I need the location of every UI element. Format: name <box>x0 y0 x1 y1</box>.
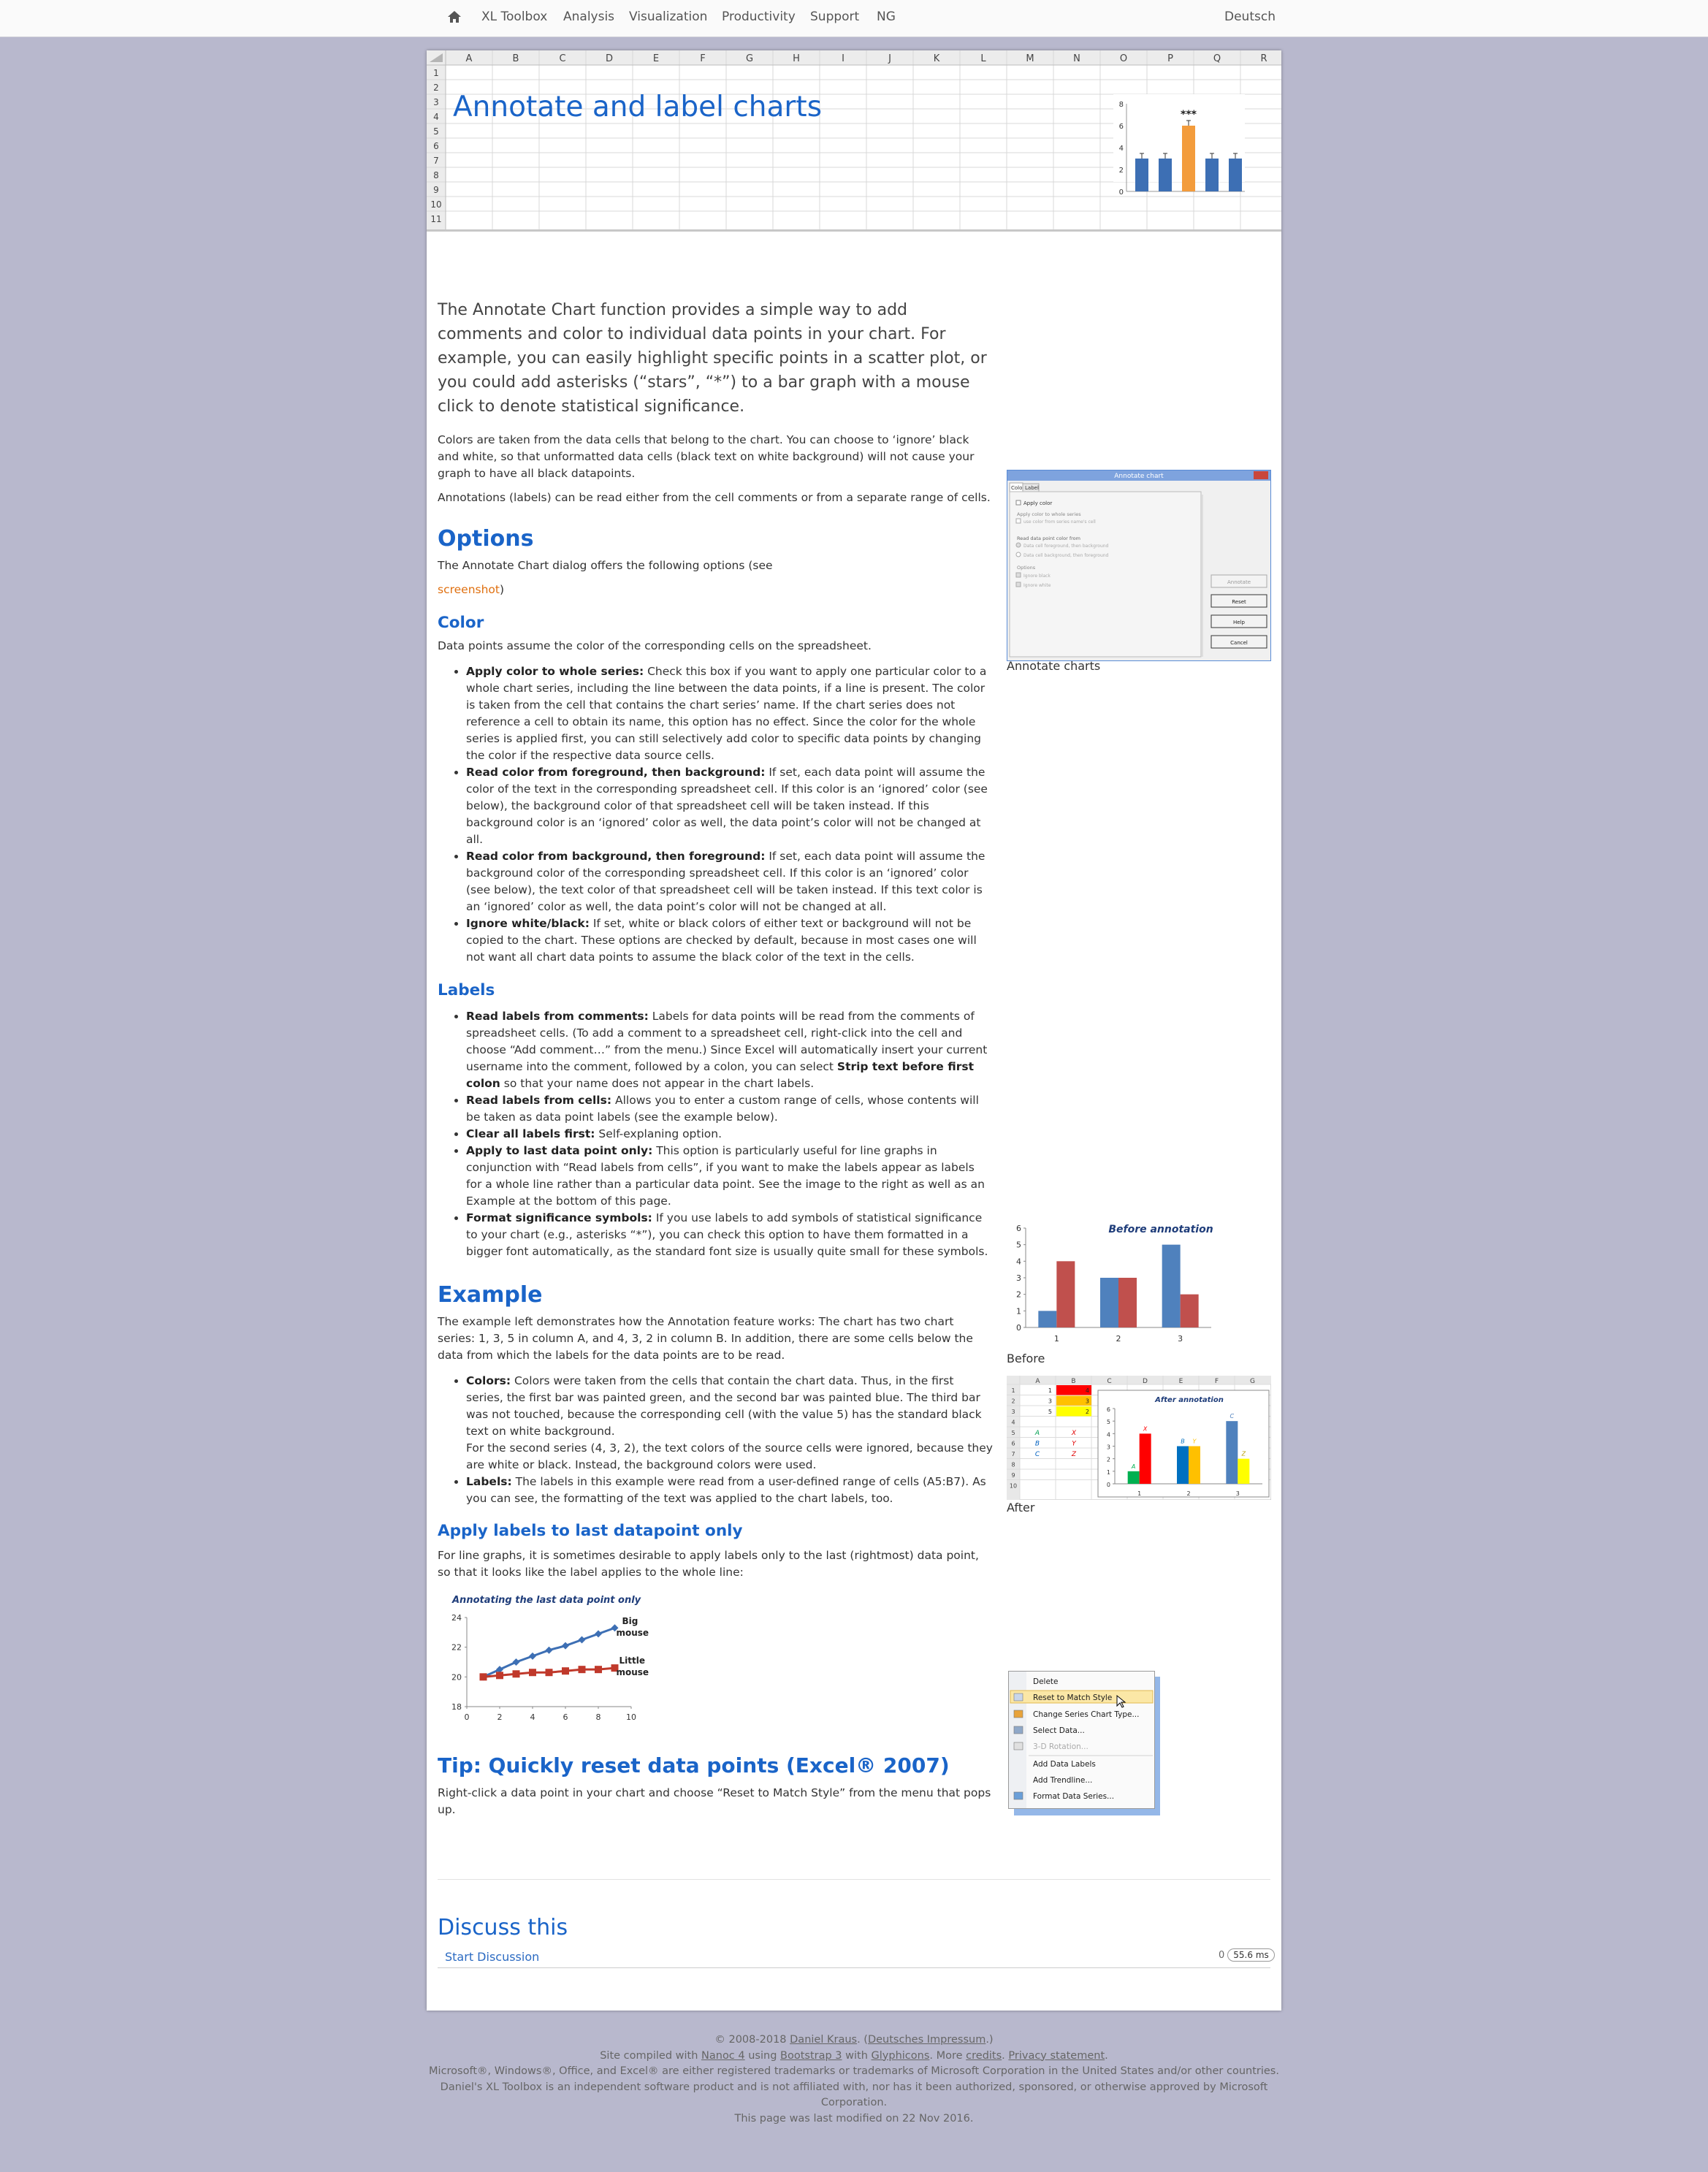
row-label: 2 <box>433 83 439 93</box>
data-label: B <box>1181 1438 1185 1445</box>
annotations-paragraph: Annotations (labels) can be read either from the cell comments or from a separate range of cells. <box>438 491 991 504</box>
before-chart-title: Before annotation <box>1108 1224 1213 1235</box>
lastpoint-heading: Apply labels to last datapoint only <box>438 1522 743 1540</box>
data-label: C <box>1229 1413 1235 1420</box>
y-tick-label: 5 <box>1016 1240 1021 1250</box>
row-label: 9 <box>433 185 439 195</box>
x-tick-label: 8 <box>595 1712 601 1721</box>
row-label: 8 <box>433 170 439 180</box>
bootstrap-link[interactable]: Bootstrap 3 <box>780 2049 842 2062</box>
nav-productivity[interactable]: Productivity <box>722 9 796 24</box>
menu-item: Add Data Labels <box>1033 1760 1096 1769</box>
label-cell: X <box>1071 1430 1077 1437</box>
mini-chart-area <box>1113 94 1245 182</box>
tip-heading: Tip: Quickly reset data points (Excel® 2007) <box>438 1753 950 1777</box>
menu-item: Add Trendline... <box>1033 1776 1093 1785</box>
row-label: 1 <box>433 68 439 78</box>
reset-style-icon <box>1014 1693 1023 1701</box>
series-label-big: mouse <box>616 1628 649 1639</box>
x-tick-label: 3 <box>1178 1334 1183 1344</box>
option-term: Ignore white/black: <box>466 917 590 930</box>
column-header-bar <box>427 50 1281 65</box>
series-point <box>513 1658 520 1666</box>
option-term: Format significance symbols: <box>466 1211 652 1224</box>
checkbox <box>1016 519 1021 523</box>
list-item <box>466 764 993 848</box>
x-tick-label: 3 <box>1235 1490 1240 1497</box>
bar <box>1100 1278 1118 1327</box>
row-label: 2 <box>1011 1398 1015 1405</box>
comment-counter <box>1219 1948 1275 1962</box>
x-tick-label: 0 <box>464 1712 470 1721</box>
options-link-line <box>438 582 993 598</box>
footer-disclaimer: Daniel's XL Toolbox is an independent software product and is not affiliated with, nor has it been authorized, sponsored, or otherwise approved by Microsoft Corporation. <box>440 2081 1268 2108</box>
series-point <box>529 1669 536 1676</box>
privacy-link[interactable]: Privacy statement <box>1008 2049 1105 2062</box>
option-term: Labels: <box>466 1475 512 1488</box>
series-point <box>496 1672 503 1679</box>
series-point <box>562 1667 569 1674</box>
radio-label: Data cell background, then foreground <box>1023 553 1109 558</box>
column-label: R <box>1260 53 1267 64</box>
series-point <box>595 1666 602 1673</box>
footer-text: . <box>1105 2049 1108 2062</box>
y-tick-label: 0 <box>1106 1482 1110 1488</box>
option-text: Self-explaning option. <box>595 1127 723 1140</box>
annotate-dialog-screenshot <box>1007 470 1271 661</box>
column-label: D <box>1143 1378 1148 1385</box>
after-chart-title: After annotation <box>1155 1396 1224 1404</box>
group-label: Apply color to whole series <box>1017 511 1081 517</box>
intro-lead: The Annotate Chart function provides a simple way to add comments and color to individual data points in your chart. For example, you can easily highlight specific points in a scatter plot, or you could add asterisks (“stars”, “*”) to a bar graph with a mouse click to denote statistical significance. <box>438 301 987 416</box>
footer-text: using <box>744 2049 781 2062</box>
before-chart <box>1004 1213 1252 1345</box>
y-tick-label: 4 <box>1016 1257 1021 1267</box>
top-navbar <box>0 0 1708 37</box>
row-label: 3 <box>1011 1409 1015 1415</box>
example-heading: Example <box>438 1282 543 1308</box>
mini-chart-bar <box>1182 126 1195 191</box>
footer-trademark: Microsoft®, Windows®, Office, and Excel® are either registered trademarks or trademarks of Microsoft Corporation in the United States and/or other countries. <box>429 2065 1279 2077</box>
x-tick-label: 1 <box>1137 1490 1142 1497</box>
author-link[interactable]: Daniel Kraus <box>790 2034 858 2046</box>
checkbox <box>1016 582 1021 587</box>
bar <box>1189 1447 1200 1485</box>
reset-button-label: Reset <box>1232 599 1246 605</box>
example-intro: The example left demonstrates how the Annotation feature works: The chart has two chart series: 1, 3, 5 in column A, and 4, 3, 2 in column B. In addition, there are some cells below the data from which the labels for the data points are to be read. <box>438 1315 973 1362</box>
y-tick-label: 1 <box>1016 1306 1021 1316</box>
bar <box>1038 1311 1056 1327</box>
option-text: If set, each data point will assume the color of the text in the corresponding spreadsheet cell. If this color is an ‘ignored’ color (see below), the background color of that spreadsheet cell will be taken instead. If this background color is an ‘ignored’ color as well, the data point’s color will not be changed at all. <box>466 766 988 846</box>
bar <box>1056 1261 1075 1327</box>
row-label: 10 <box>1009 1482 1018 1490</box>
option-text: Colors were taken from the cells that contain the chart data. Thus, in the first series, the first bar was painted green, and the second bar was painted blue. The third bar was not touched, because the corresponding cell (with the value 5) has the standard black text on white background. <box>466 1374 982 1438</box>
option-text: Labels for data points will be read from the comments of spreadsheet cells. (To add a comment to a spreadsheet cell, right-click into the cell and choose “Add comment…” from the menu.) Since Excel will automatically insert your current username into the comment, followed by a colon, you can select <box>466 1010 988 1073</box>
column-header-bar <box>1007 1376 1271 1384</box>
option-term: Apply to last data point only: <box>466 1144 653 1157</box>
column-label: G <box>745 53 754 64</box>
option-term: Strip text before first colon <box>466 1060 974 1090</box>
cell-value: 3 <box>1085 1398 1089 1405</box>
option-term: Clear all labels first: <box>466 1127 595 1140</box>
nanoc-link[interactable]: Nanoc 4 <box>701 2049 745 2062</box>
spreadsheet-header <box>427 50 1281 232</box>
bar <box>1162 1245 1181 1327</box>
row-label: 3 <box>433 97 439 107</box>
footer-text: .) <box>985 2034 994 2046</box>
mini-chart-tick: 8 <box>1118 101 1124 109</box>
label-cell: Z <box>1071 1451 1077 1458</box>
option-text: This option is particularly useful for line graphs in conjunction with “Read labels from cells”, if you want to make the labels appear as labels for a whole line rather than a particular data point. See the image to the right as well as an Example at the bottom of this page. <box>466 1144 985 1208</box>
data-label: Y <box>1192 1438 1197 1445</box>
list-item <box>466 663 993 764</box>
footer <box>427 2032 1281 2127</box>
series-point <box>546 1669 553 1676</box>
series-point <box>595 1630 602 1637</box>
data-label: Z <box>1241 1450 1246 1457</box>
row-label: 9 <box>1011 1472 1015 1479</box>
impressum-link[interactable]: Deutsches Impressum <box>867 2034 986 2046</box>
footer-text: Site compiled with <box>600 2049 702 2062</box>
close-icon <box>1254 471 1268 479</box>
column-label: A <box>1035 1378 1040 1385</box>
radio <box>1016 543 1021 547</box>
row-label: 7 <box>1011 1451 1015 1457</box>
context-menu-screenshot <box>1008 1671 1165 1817</box>
checkbox-label: Ignore black <box>1023 574 1051 579</box>
radio <box>1016 552 1021 557</box>
option-text: If set, each data point will assume the background color of the corresponding spreadsheet cell. If this color is an ‘ignored’ color (see below), the text color of that spreadsheet cell will be taken instead. If this text color is an ‘ignored’ color as well, the data point’s color will not be changed at all. <box>466 850 985 913</box>
list-item <box>466 1092 993 1126</box>
cell-value: 5 <box>1048 1409 1052 1415</box>
y-tick-label: 24 <box>451 1613 462 1623</box>
y-tick-label: 22 <box>451 1642 462 1653</box>
menu-item: Select Data... <box>1033 1726 1085 1735</box>
label-cell: A <box>1034 1430 1040 1437</box>
dialog-caption: Annotate charts <box>1007 659 1101 673</box>
option-text: The labels in this example were read from a user-defined range of cells (A5:B7). As you can see, the formatting of the text was applied to the chart labels, too. <box>466 1475 986 1505</box>
column-label: L <box>980 53 986 64</box>
main-content <box>438 242 993 1818</box>
series-point <box>579 1636 586 1644</box>
y-tick-label: 18 <box>451 1702 462 1712</box>
column-label: A <box>465 53 473 64</box>
list-item <box>466 1373 993 1474</box>
after-screenshot <box>1007 1376 1271 1500</box>
y-tick-label: 6 <box>1106 1406 1110 1413</box>
list-item <box>466 1126 993 1143</box>
row-label: 8 <box>1011 1461 1015 1468</box>
x-tick-label: 6 <box>563 1712 568 1721</box>
bar <box>1128 1471 1140 1484</box>
option-text: Allows you to enter a custom range of cells, whose contents will be taken as data point labels (see the example below). <box>466 1094 979 1124</box>
chart-type-icon <box>1014 1710 1023 1718</box>
series-label-little: mouse <box>616 1667 649 1678</box>
glyphicons-link[interactable]: Glyphicons <box>871 2049 930 2062</box>
mini-chart-bar <box>1229 159 1242 191</box>
column-label: M <box>1026 53 1034 64</box>
options-heading: Options <box>438 526 534 552</box>
list-item <box>466 1210 993 1260</box>
row-label: 4 <box>1011 1419 1015 1426</box>
line-chart <box>438 1590 671 1721</box>
column-label: K <box>933 53 940 64</box>
series-point <box>480 1673 487 1680</box>
list-item <box>466 848 993 915</box>
option-text: If set, white or black colors of either text or background will not be copied to the chart. These options are checked by default, because in most cases one will not want all chart data points to assume the black color of the text in the cells. <box>466 917 977 964</box>
before-caption: Before <box>1007 1352 1045 1365</box>
bar <box>1140 1433 1151 1484</box>
mini-chart-tick: 0 <box>1118 188 1124 197</box>
list-item <box>466 1143 993 1210</box>
footer-text: . ( <box>857 2034 868 2046</box>
column-label: O <box>1119 53 1128 64</box>
row-label: 4 <box>433 112 439 122</box>
series-label-big: Big <box>622 1616 638 1627</box>
series-point <box>579 1666 586 1673</box>
mini-chart-tick: 6 <box>1118 123 1124 131</box>
labels-heading: Labels <box>438 981 495 999</box>
group-label: Options <box>1017 565 1036 571</box>
option-term: Apply color to whole series: <box>466 665 644 678</box>
series-point <box>513 1670 520 1677</box>
divider <box>438 1967 1270 1968</box>
y-tick-label: 4 <box>1106 1431 1110 1439</box>
spreadsheet-grid <box>427 50 1281 232</box>
mini-chart-bar <box>1205 159 1219 191</box>
comment-count: 0 <box>1219 1950 1225 1961</box>
row-label: 5 <box>1011 1430 1015 1436</box>
footer-text: © 2008-2018 <box>714 2034 790 2046</box>
column-label: E <box>652 53 660 64</box>
y-tick-label: 2 <box>1106 1456 1110 1463</box>
footer-line-credits <box>427 2049 1281 2065</box>
data-label: A <box>1131 1463 1136 1470</box>
menu-item: Delete <box>1033 1677 1059 1686</box>
footer-line-copyright <box>427 2032 1281 2049</box>
cell-value: 3 <box>1048 1398 1052 1405</box>
cancel-button-label: Cancel <box>1230 640 1248 646</box>
footer-text: . More <box>929 2049 967 2062</box>
bar <box>1226 1421 1238 1484</box>
column-label: B <box>1071 1378 1076 1385</box>
format-series-icon <box>1014 1792 1023 1799</box>
bar <box>1238 1459 1249 1484</box>
label-cell: C <box>1034 1451 1040 1458</box>
checkbox-label: Ignore white <box>1023 583 1051 588</box>
divider <box>438 1879 1270 1880</box>
color-heading: Color <box>438 614 484 632</box>
row-label: 5 <box>433 126 439 137</box>
checkbox-label: Apply color <box>1023 500 1053 506</box>
option-term: Read color from foreground, then background: <box>466 766 766 779</box>
option-term: Colors: <box>466 1374 511 1387</box>
column-label: F <box>1214 1378 1219 1385</box>
bar <box>1118 1278 1137 1327</box>
options-intro: The Annotate Chart dialog offers the following options (see <box>438 559 773 572</box>
checkbox <box>1016 500 1021 505</box>
start-discussion-link[interactable]: Start Discussion <box>445 1950 540 1964</box>
dialog-tab-label: Colo <box>1011 485 1023 491</box>
example-list <box>438 1373 993 1507</box>
row-label: 7 <box>433 156 439 166</box>
checkbox-label: use color from series name's cell <box>1023 519 1096 525</box>
footer-text: with <box>842 2049 872 2062</box>
series-point <box>562 1642 569 1650</box>
mini-chart-bar <box>1135 159 1148 191</box>
option-term: Read color from background, then foreground: <box>466 850 766 863</box>
dialog-tab-label: Label <box>1025 485 1039 491</box>
rotation-icon <box>1014 1742 1023 1750</box>
bar <box>1177 1447 1189 1485</box>
nav-ng[interactable]: NG <box>877 9 896 24</box>
row-label: 10 <box>430 199 442 210</box>
y-tick-label: 3 <box>1106 1444 1110 1451</box>
mini-chart-tick: 4 <box>1118 145 1124 153</box>
option-text: If you use labels to add symbols of statistical significance to your chart (e.g., asterisks “*”), you can check this option to have them formatted in a bigger font automatically, as the standard font size is usually quite small for these symbols. <box>466 1211 988 1258</box>
labels-options-list <box>438 1008 993 1260</box>
column-label: G <box>1250 1378 1255 1385</box>
column-label: P <box>1167 53 1173 64</box>
column-label: F <box>700 53 706 64</box>
column-label: H <box>793 53 800 64</box>
nav-visualization[interactable]: Visualization <box>629 9 708 24</box>
series-point <box>529 1653 536 1660</box>
colors-paragraph: Colors are taken from the data cells that belong to the chart. You can choose to ‘ignore’ black and white, so that unformatted data cells (black text on white background) will not cause your graph to have all black datapoints. <box>438 433 975 480</box>
option-text: Check this box if you want to apply one particular color to a whole chart series, including the line between the data points, if a line is present. The color is taken from the cell that contains the chart series’ name. If the chart series does not reference a cell to obtain its name, this option has no effect. Since the color for the whole series is applied first, you can still selectively add color to specific data points by changing the color if the respective data source cells. <box>466 665 987 762</box>
cell-value: 2 <box>1085 1409 1089 1415</box>
series-label-little: Little <box>619 1655 645 1666</box>
menu-item: Reset to Match Style <box>1033 1693 1113 1702</box>
column-label: Q <box>1213 53 1221 64</box>
column-label: D <box>605 53 614 64</box>
x-tick-label: 4 <box>530 1712 535 1721</box>
list-item <box>466 915 993 966</box>
footer-text: . <box>1002 2049 1009 2062</box>
y-tick-label: 5 <box>1106 1419 1110 1426</box>
discuss-heading: Discuss this <box>438 1915 568 1940</box>
column-label: C <box>1107 1378 1112 1385</box>
color-options-list <box>438 663 993 966</box>
row-label: 6 <box>433 141 439 151</box>
y-tick-label: 6 <box>1016 1224 1021 1233</box>
menu-item: Format Data Series... <box>1033 1792 1115 1801</box>
after-caption: After <box>1007 1501 1035 1514</box>
y-tick-label: 20 <box>451 1672 462 1683</box>
option-text: so that your name does not appear in the chart labels. <box>500 1077 815 1090</box>
group-label: Read data point color from <box>1017 536 1080 541</box>
home-icon[interactable] <box>446 9 462 25</box>
option-term: Read labels from comments: <box>466 1010 649 1023</box>
x-tick-label: 10 <box>626 1712 636 1721</box>
dialog-title: Annotate chart <box>1114 473 1164 480</box>
cell-value: 4 <box>1085 1387 1089 1394</box>
column-label: C <box>559 53 566 64</box>
checkbox <box>1016 573 1021 577</box>
x-tick-label: 1 <box>1053 1334 1059 1344</box>
nav-analysis[interactable]: Analysis <box>563 9 615 24</box>
credits-link[interactable]: credits <box>966 2049 1002 2062</box>
radio-label: Data cell foreground, then background <box>1023 544 1109 549</box>
y-tick-label: 2 <box>1016 1289 1021 1300</box>
row-label: 6 <box>1011 1440 1015 1447</box>
color-intro: Data points assume the color of the corresponding cells on the spreadsheet. <box>438 639 872 652</box>
menu-item: 3-D Rotation... <box>1033 1742 1089 1751</box>
row-label: 11 <box>430 214 442 224</box>
mini-chart-bar <box>1159 159 1172 191</box>
column-label: B <box>512 53 519 64</box>
row-label: 1 <box>1011 1387 1015 1394</box>
page-title: Annotate and label charts <box>453 91 823 123</box>
bar <box>1181 1295 1199 1327</box>
mini-chart-tick: 2 <box>1118 167 1124 175</box>
menu-item: Change Series Chart Type... <box>1033 1710 1140 1719</box>
data-label: X <box>1143 1425 1148 1433</box>
y-tick-label: 0 <box>1016 1323 1021 1333</box>
column-label: N <box>1073 53 1080 64</box>
nav-xl-toolbox[interactable]: XL Toolbox <box>481 9 548 24</box>
nav-support[interactable]: Support <box>810 9 860 24</box>
column-label: E <box>1178 1378 1183 1385</box>
footer-modified: This page was last modified on 22 Nov 2016. <box>734 2112 974 2125</box>
option-term: Read labels from cells: <box>466 1094 612 1107</box>
nav-language-deutsch[interactable]: Deutsch <box>1224 9 1276 24</box>
y-tick-label: 1 <box>1106 1468 1110 1476</box>
timer-badge: 55.6 ms <box>1227 1948 1274 1962</box>
lastpoint-text: For line graphs, it is sometimes desirable to apply labels only to the last (rightmost) data point, so that it looks like the label applies to the whole line: <box>438 1549 979 1579</box>
label-cell: Y <box>1072 1440 1076 1448</box>
annotate-button-label: Annotate <box>1227 579 1251 585</box>
tip-text: Right-click a data point in your chart and choose “Reset to Match Style” from the menu that pops up. <box>438 1786 991 1816</box>
significance-label: *** <box>1181 109 1197 121</box>
column-label: J <box>888 53 891 64</box>
options-link-close: ) <box>500 583 505 596</box>
x-tick-label: 2 <box>1186 1490 1191 1497</box>
x-tick-label: 2 <box>497 1712 503 1721</box>
x-tick-label: 2 <box>1116 1334 1121 1344</box>
line-chart-title: Annotating the last data point only <box>452 1595 641 1606</box>
series-point <box>546 1647 553 1654</box>
option-text: For the second series (4, 3, 2), the text colors of the source cells were ignored, because they are white or black. Instead, the background colors were used. <box>466 1441 993 1471</box>
page-container <box>427 50 1281 2011</box>
column-label: I <box>842 53 845 64</box>
select-data-icon <box>1014 1726 1023 1734</box>
help-button-label: Help <box>1233 620 1245 625</box>
list-item <box>466 1474 993 1507</box>
label-cell: B <box>1034 1440 1040 1448</box>
y-tick-label: 3 <box>1016 1273 1021 1283</box>
screenshot-link[interactable]: screenshot <box>438 583 500 596</box>
cell-value: 1 <box>1048 1387 1052 1394</box>
list-item <box>466 1008 993 1092</box>
